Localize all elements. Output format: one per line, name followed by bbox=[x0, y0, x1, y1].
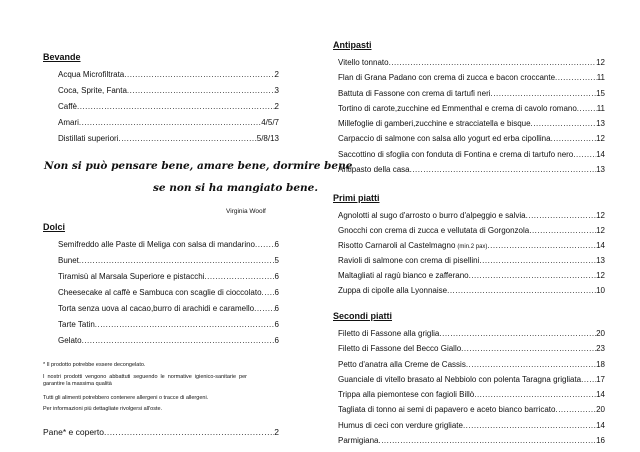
dot-leader bbox=[104, 427, 274, 437]
menu-item bbox=[58, 301, 279, 317]
menu-item bbox=[338, 283, 605, 298]
dot-leader bbox=[79, 253, 275, 269]
item-price: 6 bbox=[274, 336, 279, 345]
note-allergeni: Tutti gli alimenti potrebbero contenere allergeni o tracce di allergeni. bbox=[43, 395, 209, 401]
pane-coperto bbox=[43, 427, 279, 437]
menu-item bbox=[338, 341, 605, 356]
item-price: 14 bbox=[596, 241, 605, 250]
item-name: Semifreddo alle Paste di Meliga con salsa di mandarino bbox=[58, 240, 255, 249]
quote-line-1: Non si può pensare bene, amare bene, dormire bene bbox=[44, 160, 353, 172]
item-price: 12 bbox=[596, 58, 605, 67]
menu-item bbox=[338, 357, 605, 372]
item-price: 14 bbox=[596, 149, 605, 159]
section-title: Antipasti bbox=[333, 40, 372, 50]
item-name: Trippa alla piemontese con fagioli Billò bbox=[338, 390, 475, 400]
item-name: Guanciale di vitello brasato al Nebbiolo con polenta Taragna grigliata bbox=[338, 374, 582, 384]
dot-leader bbox=[127, 83, 275, 99]
item-price: 20 bbox=[596, 405, 605, 415]
item-price: 5/8/13 bbox=[256, 134, 279, 143]
note-info: Per informazioni più dettagliate rivolgersi all'oste. bbox=[43, 406, 163, 412]
menu-item bbox=[58, 285, 279, 301]
item-name: Battuta di Fassone con crema di tartufi neri bbox=[338, 88, 491, 98]
menu-item bbox=[58, 269, 279, 285]
item-name: Agnolotti al sugo d'arrosto o burro d'alpeggio e salvia bbox=[338, 211, 526, 220]
dot-leader bbox=[378, 433, 596, 448]
menu-item bbox=[338, 223, 605, 238]
dot-leader bbox=[526, 208, 596, 223]
dot-leader bbox=[77, 99, 275, 115]
item-name: Amari bbox=[58, 118, 79, 127]
menu-item bbox=[338, 326, 605, 341]
section-title: Dolci bbox=[43, 222, 66, 232]
dot-leader bbox=[469, 268, 596, 283]
dot-leader bbox=[439, 326, 596, 341]
dot-leader bbox=[95, 317, 275, 333]
item-price: 5 bbox=[274, 256, 279, 265]
menu-item bbox=[58, 237, 279, 253]
dot-leader bbox=[461, 341, 596, 356]
dot-leader bbox=[255, 237, 275, 253]
menu-item bbox=[338, 372, 605, 387]
menu-item bbox=[338, 387, 605, 402]
item-price: 23 bbox=[596, 344, 605, 354]
menu-item bbox=[58, 131, 279, 147]
item-price: 12 bbox=[596, 226, 605, 235]
item-price: 11 bbox=[596, 103, 605, 113]
menu-item bbox=[338, 238, 605, 253]
item-name: Vitello tonnato bbox=[338, 58, 389, 67]
dot-leader bbox=[466, 357, 596, 372]
dot-leader bbox=[531, 116, 597, 131]
menu-item bbox=[338, 131, 605, 146]
item-price: 6 bbox=[274, 304, 279, 313]
item-price: 2 bbox=[274, 70, 279, 79]
item-name: Parmigiana bbox=[338, 436, 379, 446]
menu-item bbox=[338, 253, 605, 268]
section-antipasti bbox=[333, 39, 605, 177]
dot-leader bbox=[479, 253, 596, 268]
item-price: 14 bbox=[596, 420, 605, 430]
item-name: Petto d'anatra alla Creme de Cassis bbox=[338, 359, 466, 369]
item-name: Ravioli di salmone con crema di pisellini bbox=[338, 256, 480, 265]
note-abbattuti: I nostri prodotti vengono abbattuti seguendo le normative igienico-sanitarie per garantire la massima qualità bbox=[43, 374, 247, 387]
item-name: Filetto di Fassone del Becco Giallo bbox=[338, 344, 462, 354]
item-name: Maltagliati al ragù bianco e zafferano bbox=[338, 271, 469, 280]
dot-leader bbox=[389, 55, 597, 70]
menu-item bbox=[58, 333, 279, 349]
dot-leader bbox=[474, 387, 596, 402]
item-price: 13 bbox=[596, 256, 605, 265]
item-name: Saccottino di sfoglia con fonduta di Fontina e crema di tartufo nero bbox=[338, 149, 574, 159]
item-name: Tortino di carote,zucchine ed Emmenthal e crema di cavolo romano bbox=[338, 103, 577, 113]
section-title: Secondi piatti bbox=[333, 311, 393, 321]
menu-item bbox=[58, 67, 279, 83]
dot-leader bbox=[529, 223, 596, 238]
menu-item bbox=[338, 147, 605, 162]
item-price: 15 bbox=[596, 88, 605, 98]
item-name: Caffè bbox=[58, 102, 77, 111]
menu-item bbox=[338, 162, 605, 177]
item-name: Antipasto della casa bbox=[338, 165, 410, 175]
item-name: Acqua Microfiltrata bbox=[58, 70, 125, 79]
dot-leader bbox=[204, 269, 274, 285]
item-name: Gelato bbox=[58, 336, 82, 345]
section-secondi bbox=[333, 310, 605, 448]
dot-leader bbox=[573, 147, 596, 162]
menu-item bbox=[58, 83, 279, 99]
section-bevande bbox=[43, 51, 279, 147]
menu-item bbox=[58, 253, 279, 269]
item-name: Millefoglie di gamberi,zucchine e stracciatella e bisque bbox=[338, 119, 531, 129]
item-name: Zuppa di cipolle alla Lyonnaise bbox=[338, 286, 448, 295]
item-name: Tarte Tatin bbox=[58, 320, 95, 329]
dot-leader bbox=[262, 285, 275, 301]
menu-item bbox=[338, 268, 605, 283]
item-note: (min.2 pax) bbox=[457, 244, 488, 250]
dot-leader bbox=[79, 115, 261, 131]
menu-item bbox=[58, 99, 279, 115]
dot-leader bbox=[463, 418, 596, 433]
dot-leader bbox=[254, 301, 274, 317]
item-price: 6 bbox=[274, 272, 279, 281]
item-price: 12 bbox=[596, 271, 605, 280]
item-name: Carpaccio di salmone con salsa allo yogurt ed erba cipollina bbox=[338, 134, 551, 144]
dot-leader bbox=[555, 402, 596, 417]
dot-leader bbox=[410, 162, 596, 177]
item-price: 14 bbox=[596, 390, 605, 400]
item-price: 17 bbox=[596, 374, 605, 384]
section-primi bbox=[333, 192, 605, 298]
item-name: Pane* e coperto bbox=[43, 427, 104, 437]
note-frozen: * Il prodotto potrebbe essere decongelato. bbox=[43, 362, 146, 368]
item-price: 13 bbox=[596, 119, 605, 129]
item-price: 6 bbox=[274, 288, 279, 297]
item-price: 4/5/7 bbox=[261, 118, 279, 127]
item-price: 16 bbox=[596, 436, 605, 446]
menu-item bbox=[338, 101, 605, 116]
dot-leader bbox=[555, 70, 597, 85]
menu-item bbox=[338, 70, 605, 85]
dot-leader bbox=[551, 131, 597, 146]
item-price: 12 bbox=[596, 211, 605, 220]
item-price: 20 bbox=[596, 329, 605, 338]
item-price: 12 bbox=[596, 134, 605, 144]
quote-author: Virginia Woolf bbox=[226, 208, 266, 215]
item-price: 6 bbox=[274, 240, 279, 249]
item-price: 18 bbox=[596, 359, 605, 369]
item-name: Gnocchi con crema di zucca e vellutata di Gorgonzola bbox=[338, 226, 530, 235]
section-title: Primi piatti bbox=[333, 193, 380, 203]
menu-item bbox=[338, 55, 605, 70]
menu-item bbox=[338, 433, 605, 448]
menu-item bbox=[338, 418, 605, 433]
menu-item bbox=[58, 115, 279, 131]
dot-leader bbox=[447, 283, 596, 298]
item-name: Torta senza uova al cacao,burro di arachidi e caramello bbox=[58, 304, 255, 313]
dot-leader bbox=[577, 101, 597, 116]
item-name: Filetto di Fassone alla griglia bbox=[338, 329, 440, 338]
item-name: Tagliata di tonno ai semi di papavero e aceto bianco barricato bbox=[338, 405, 556, 415]
dot-leader bbox=[82, 333, 275, 349]
item-price: 2 bbox=[274, 427, 279, 437]
dot-leader bbox=[118, 131, 256, 147]
dot-leader bbox=[491, 86, 597, 101]
menu-item bbox=[338, 86, 605, 101]
dot-leader bbox=[487, 238, 596, 253]
menu-item bbox=[338, 402, 605, 417]
quote-line-2: se non si ha mangiato bene. bbox=[153, 182, 319, 194]
item-name: Humus di ceci con verdure grigliate bbox=[338, 420, 463, 430]
item-name: Coca, Sprite, Fanta bbox=[58, 86, 127, 95]
menu-item bbox=[338, 116, 605, 131]
dot-leader bbox=[124, 67, 274, 83]
item-name: Flan di Grana Padano con crema di zucca e bacon croccante bbox=[338, 73, 556, 83]
item-name: Risotto Carnaroli al Castelmagno bbox=[338, 241, 456, 250]
section-dolci bbox=[43, 221, 279, 349]
menu-item bbox=[338, 208, 605, 223]
item-price: 3 bbox=[274, 86, 279, 95]
item-price: 6 bbox=[274, 320, 279, 329]
item-price: 11 bbox=[596, 73, 605, 83]
item-price: 2 bbox=[274, 102, 279, 111]
menu-item bbox=[58, 317, 279, 333]
item-name: Bunet bbox=[58, 256, 79, 265]
item-name: Cheesecake al caffè e Sambuca con scaglie di cioccolato bbox=[58, 288, 262, 297]
section-title: Bevande bbox=[43, 52, 81, 62]
item-name: Distillati superiori bbox=[58, 134, 119, 143]
dot-leader bbox=[581, 372, 596, 387]
item-name: Tiramisù al Marsala Superiore e pistacchi bbox=[58, 272, 205, 281]
item-price: 13 bbox=[596, 165, 605, 175]
item-price: 10 bbox=[596, 286, 605, 295]
